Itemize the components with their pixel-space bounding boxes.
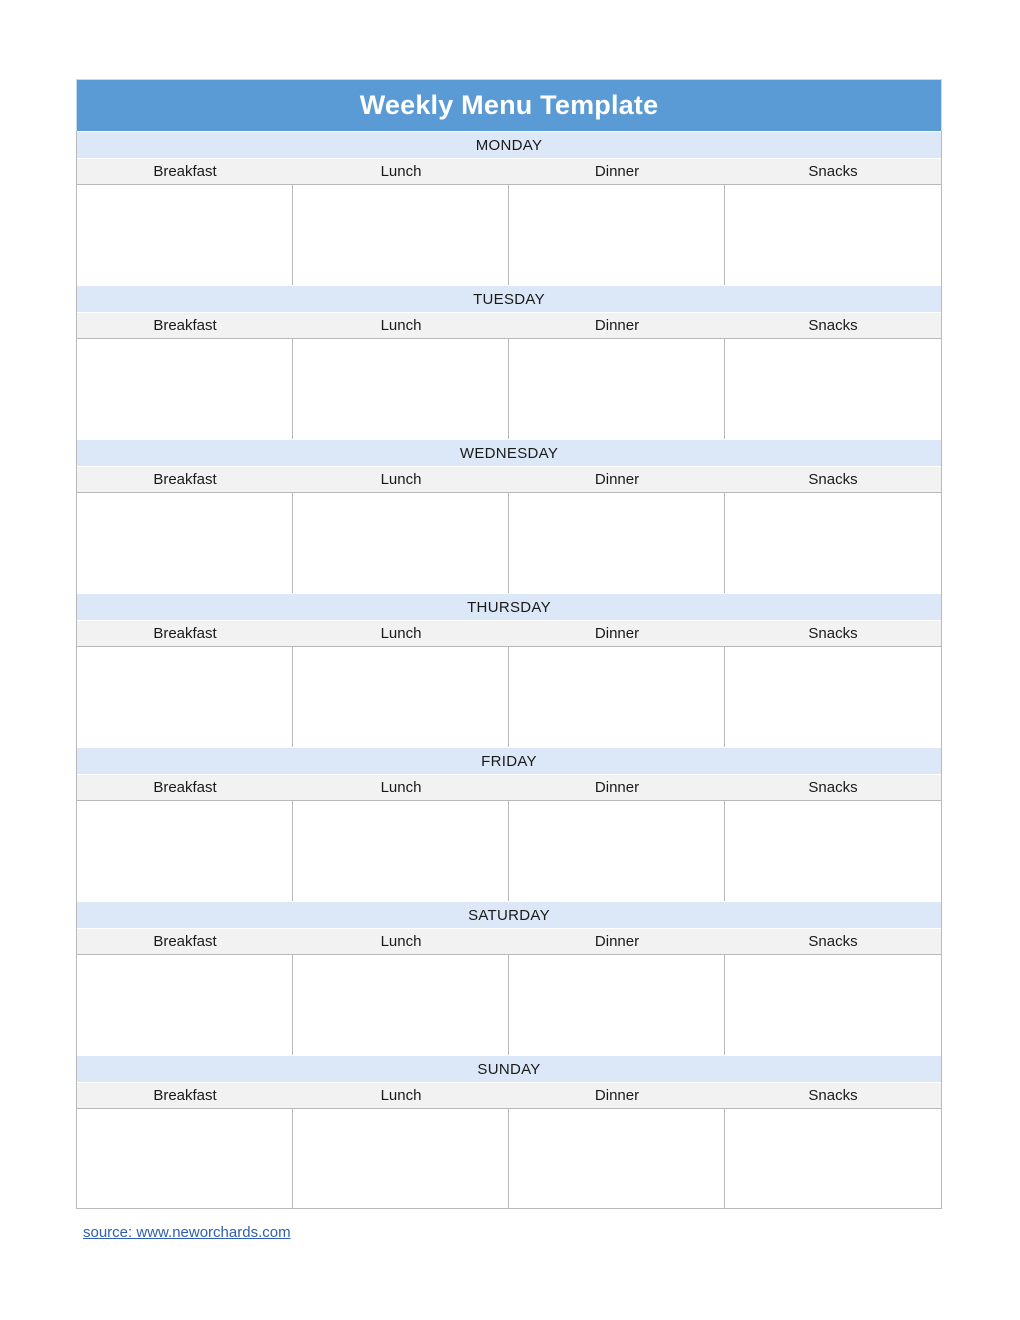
- meal-cell-tuesday-lunch[interactable]: [293, 339, 509, 439]
- meal-header-lunch: Lunch: [380, 933, 422, 950]
- meal-header-row-monday: [77, 159, 941, 185]
- day-block-thursday: [76, 593, 942, 747]
- meal-cell-wednesday-breakfast[interactable]: [77, 493, 293, 593]
- meal-cell-wednesday-lunch[interactable]: [293, 493, 509, 593]
- meal-header-dinner: Dinner: [594, 1087, 640, 1104]
- meal-header-row-wednesday: [77, 467, 941, 493]
- page-title: Weekly Menu Template: [76, 79, 942, 131]
- day-name-sunday: SUNDAY: [77, 1055, 941, 1083]
- meal-header-lunch: Lunch: [380, 1087, 422, 1104]
- meal-cell-sunday-snacks[interactable]: [725, 1109, 941, 1208]
- meal-cell-thursday-dinner[interactable]: [509, 647, 725, 747]
- meal-header-breakfast: Breakfast: [153, 625, 217, 642]
- meal-entry-row-tuesday: [77, 339, 941, 439]
- day-block-saturday: [76, 901, 942, 1055]
- meal-cell-thursday-lunch[interactable]: [293, 647, 509, 747]
- meal-entry-row-saturday: [77, 955, 941, 1055]
- meal-header-dinner: Dinner: [594, 779, 640, 796]
- day-name-tuesday: TUESDAY: [77, 285, 941, 313]
- meal-header-lunch: Lunch: [380, 625, 422, 642]
- meal-header-lunch: Lunch: [380, 317, 422, 334]
- meal-header-snacks: Snacks: [808, 1087, 858, 1104]
- meal-entry-row-sunday: [77, 1109, 941, 1209]
- meal-header-dinner: Dinner: [594, 625, 640, 642]
- day-block-sunday: [76, 1055, 942, 1209]
- meal-cell-tuesday-breakfast[interactable]: [77, 339, 293, 439]
- meal-header-dinner: Dinner: [594, 933, 640, 950]
- source-link[interactable]: source: www.neworchards.com: [83, 1224, 291, 1241]
- meal-cell-saturday-lunch[interactable]: [293, 955, 509, 1055]
- meal-cell-thursday-breakfast[interactable]: [77, 647, 293, 747]
- meal-header-breakfast: Breakfast: [153, 317, 217, 334]
- meal-cell-sunday-lunch[interactable]: [293, 1109, 509, 1208]
- weekly-menu-table: [76, 79, 942, 1209]
- meal-cell-sunday-dinner[interactable]: [509, 1109, 725, 1208]
- meal-header-snacks: Snacks: [808, 471, 858, 488]
- meal-cell-sunday-breakfast[interactable]: [77, 1109, 293, 1208]
- meal-cell-tuesday-snacks[interactable]: [725, 339, 941, 439]
- meal-header-snacks: Snacks: [808, 933, 858, 950]
- meal-header-dinner: Dinner: [594, 163, 640, 180]
- meal-header-breakfast: Breakfast: [153, 471, 217, 488]
- meal-header-row-saturday: [77, 929, 941, 955]
- day-block-wednesday: [76, 439, 942, 593]
- day-name-saturday: SATURDAY: [77, 901, 941, 929]
- meal-header-row-sunday: [77, 1083, 941, 1109]
- meal-header-breakfast: Breakfast: [153, 779, 217, 796]
- day-block-monday: [76, 131, 942, 285]
- day-name-monday: MONDAY: [77, 131, 941, 159]
- meal-header-row-friday: [77, 775, 941, 801]
- meal-cell-friday-dinner[interactable]: [509, 801, 725, 901]
- meal-header-breakfast: Breakfast: [153, 1087, 217, 1104]
- meal-cell-tuesday-dinner[interactable]: [509, 339, 725, 439]
- meal-header-row-tuesday: [77, 313, 941, 339]
- meal-header-snacks: Snacks: [808, 779, 858, 796]
- meal-header-row-thursday: [77, 621, 941, 647]
- meal-cell-friday-lunch[interactable]: [293, 801, 509, 901]
- meal-header-dinner: Dinner: [594, 471, 640, 488]
- meal-cell-monday-snacks[interactable]: [725, 185, 941, 285]
- meal-header-breakfast: Breakfast: [153, 163, 217, 180]
- meal-header-lunch: Lunch: [380, 163, 422, 180]
- meal-cell-monday-lunch[interactable]: [293, 185, 509, 285]
- day-name-wednesday: WEDNESDAY: [77, 439, 941, 467]
- meal-cell-friday-snacks[interactable]: [725, 801, 941, 901]
- meal-cell-saturday-dinner[interactable]: [509, 955, 725, 1055]
- meal-header-breakfast: Breakfast: [153, 933, 217, 950]
- meal-entry-row-monday: [77, 185, 941, 285]
- day-block-tuesday: [76, 285, 942, 439]
- meal-cell-friday-breakfast[interactable]: [77, 801, 293, 901]
- meal-header-snacks: Snacks: [808, 163, 858, 180]
- meal-cell-wednesday-dinner[interactable]: [509, 493, 725, 593]
- meal-header-snacks: Snacks: [808, 317, 858, 334]
- meal-cell-thursday-snacks[interactable]: [725, 647, 941, 747]
- meal-cell-saturday-breakfast[interactable]: [77, 955, 293, 1055]
- day-name-thursday: THURSDAY: [77, 593, 941, 621]
- meal-entry-row-friday: [77, 801, 941, 901]
- meal-header-lunch: Lunch: [380, 779, 422, 796]
- meal-entry-row-wednesday: [77, 493, 941, 593]
- day-block-friday: [76, 747, 942, 901]
- meal-cell-saturday-snacks[interactable]: [725, 955, 941, 1055]
- meal-entry-row-thursday: [77, 647, 941, 747]
- meal-header-snacks: Snacks: [808, 625, 858, 642]
- meal-cell-monday-dinner[interactable]: [509, 185, 725, 285]
- meal-header-dinner: Dinner: [594, 317, 640, 334]
- meal-header-lunch: Lunch: [380, 471, 422, 488]
- meal-cell-monday-breakfast[interactable]: [77, 185, 293, 285]
- meal-cell-wednesday-snacks[interactable]: [725, 493, 941, 593]
- day-name-friday: FRIDAY: [77, 747, 941, 775]
